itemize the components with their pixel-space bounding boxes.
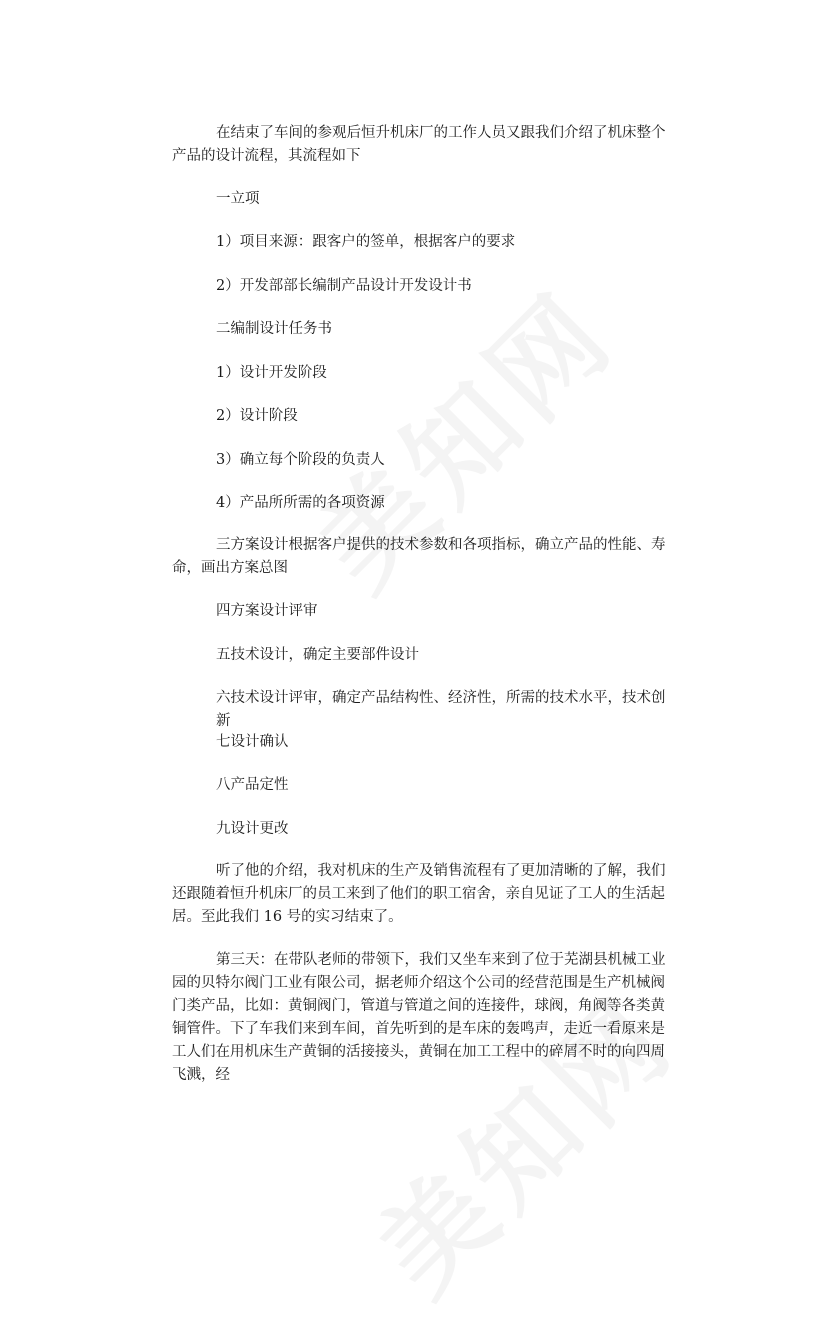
section-heading: 四方案设计评审 — [216, 603, 318, 619]
list-item: 4）产品所所需的各项资源 — [216, 495, 385, 511]
section-heading: 一立项 — [216, 191, 260, 207]
section-heading: 二编制设计任务书 — [216, 321, 332, 337]
intro-paragraph: 在结束了车间的参观后恒升机床厂的工作人员又跟我们介绍了机床整个产品的设计流程，其流程如下 — [172, 125, 666, 164]
list-item: 1）设计开发阶段 — [216, 365, 327, 381]
section-heading: 九设计更改 — [216, 821, 289, 837]
section-paragraph: 三方案设计根据客户提供的技术参数和各项指标，确立产品的性能、寿命，画出方案总图 — [172, 537, 666, 576]
section-heading: 八产品定性 — [216, 777, 289, 793]
list-item: 3）确立每个阶段的负责人 — [216, 452, 385, 468]
section-heading: 七设计确认 — [216, 734, 289, 750]
section-heading: 五技术设计，确定主要部件设计 — [216, 647, 419, 663]
list-item: 2）开发部部长编制产品设计开发设计书 — [216, 278, 472, 294]
list-item: 2）设计阶段 — [216, 408, 298, 424]
day3-paragraph: 第三天：在带队老师的带领下，我们又坐车来到了位于芜湖县机械工业园的贝特尔阀门工业有限公司，据老师介绍这个公司的经营范围是生产机械阀门类产品，比如：黄铜阀门，管道与管道之间的连接件，球阀，角阀等各类黄铜管件。下了车我们来到车间，首先听到的是车床的轰鸣声，走近一看原来是工人们在用机床生产黄铜的活接接头，黄铜在加工工程中的碎屑不时的向四周飞溅，经 — [172, 952, 666, 1083]
summary-paragraph: 听了他的介绍，我对机床的生产及销售流程有了更加清晰的了解，我们还跟随着恒升机床厂的员工来到了他们的职工宿舍，亲自见证了工人的生活起居。至此我们 16 号的实习结束了。 — [172, 863, 666, 925]
section-heading: 六技术设计评审，确定产品结构性、经济性，所需的技术水平，技术创新 — [216, 690, 666, 729]
list-item: 1）项目来源：跟客户的签单，根据客户的要求 — [216, 234, 516, 250]
